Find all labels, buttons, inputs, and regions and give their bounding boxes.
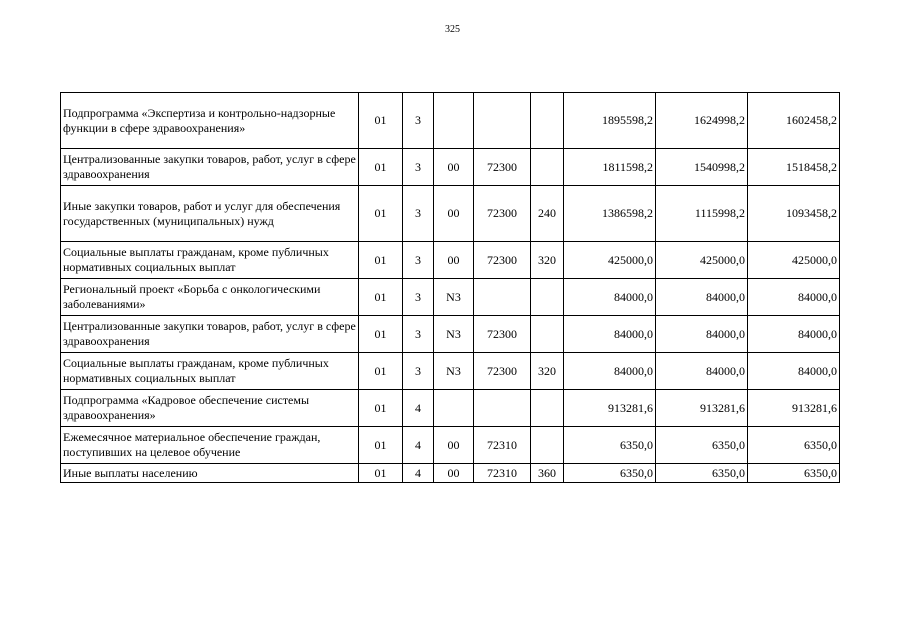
subprogram-code-cell: 3 xyxy=(403,186,434,242)
amount-year3-cell: 6350,0 xyxy=(748,464,840,483)
section-code-cell: 01 xyxy=(359,242,403,279)
row-name-cell: Централизованные закупки товаров, работ, услуг в сфере здравоохранения xyxy=(61,316,359,353)
row-name-cell: Ежемесячное материальное обеспечение граждан, поступивших на целевое обучение xyxy=(61,427,359,464)
amount-year1-cell: 913281,6 xyxy=(564,390,656,427)
table-row xyxy=(61,93,840,149)
subprogram-code-cell: 4 xyxy=(403,464,434,483)
table-row xyxy=(61,390,840,427)
project-code-cell: N3 xyxy=(434,279,474,316)
amount-year3-cell: 913281,6 xyxy=(748,390,840,427)
section-code-cell: 01 xyxy=(359,353,403,390)
amount-year2-cell: 1624998,2 xyxy=(656,93,748,149)
amount-year3-cell: 1518458,2 xyxy=(748,149,840,186)
amount-year1-cell: 84000,0 xyxy=(564,316,656,353)
direction-code-cell xyxy=(474,390,531,427)
project-code-cell: 00 xyxy=(434,149,474,186)
row-name-cell: Иные выплаты населению xyxy=(61,464,359,483)
expense-type-cell: 320 xyxy=(531,242,564,279)
budget-table xyxy=(60,92,840,483)
subprogram-code-cell: 3 xyxy=(403,242,434,279)
amount-year3-cell: 6350,0 xyxy=(748,427,840,464)
expense-type-cell: 240 xyxy=(531,186,564,242)
direction-code-cell: 72300 xyxy=(474,149,531,186)
section-code-cell: 01 xyxy=(359,316,403,353)
subprogram-code-cell: 3 xyxy=(403,316,434,353)
table-row xyxy=(61,316,840,353)
amount-year1-cell: 425000,0 xyxy=(564,242,656,279)
amount-year1-cell: 1895598,2 xyxy=(564,93,656,149)
table-row xyxy=(61,279,840,316)
project-code-cell: 00 xyxy=(434,464,474,483)
amount-year1-cell: 1811598,2 xyxy=(564,149,656,186)
subprogram-code-cell: 3 xyxy=(403,93,434,149)
amount-year2-cell: 84000,0 xyxy=(656,316,748,353)
expense-type-cell xyxy=(531,316,564,353)
table-row xyxy=(61,427,840,464)
expense-type-cell xyxy=(531,427,564,464)
section-code-cell: 01 xyxy=(359,390,403,427)
amount-year1-cell: 84000,0 xyxy=(564,353,656,390)
amount-year3-cell: 1602458,2 xyxy=(748,93,840,149)
section-code-cell: 01 xyxy=(359,464,403,483)
direction-code-cell xyxy=(474,279,531,316)
expense-type-cell xyxy=(531,149,564,186)
table-row xyxy=(61,464,840,483)
project-code-cell xyxy=(434,93,474,149)
amount-year2-cell: 1115998,2 xyxy=(656,186,748,242)
amount-year3-cell: 1093458,2 xyxy=(748,186,840,242)
section-code-cell: 01 xyxy=(359,186,403,242)
row-name-cell: Социальные выплаты гражданам, кроме публичных нормативных социальных выплат xyxy=(61,353,359,390)
table-row xyxy=(61,353,840,390)
direction-code-cell: 72310 xyxy=(474,427,531,464)
subprogram-code-cell: 4 xyxy=(403,427,434,464)
subprogram-code-cell: 3 xyxy=(403,279,434,316)
direction-code-cell: 72300 xyxy=(474,316,531,353)
row-name-cell: Иные закупки товаров, работ и услуг для обеспечения государственных (муниципальных) нужд xyxy=(61,186,359,242)
direction-code-cell xyxy=(474,93,531,149)
project-code-cell: 00 xyxy=(434,186,474,242)
row-name-cell: Социальные выплаты гражданам, кроме публичных нормативных социальных выплат xyxy=(61,242,359,279)
project-code-cell xyxy=(434,390,474,427)
expense-type-cell: 360 xyxy=(531,464,564,483)
section-code-cell: 01 xyxy=(359,93,403,149)
amount-year2-cell: 913281,6 xyxy=(656,390,748,427)
amount-year2-cell: 1540998,2 xyxy=(656,149,748,186)
row-name-cell: Подпрограмма «Экспертиза и контрольно-надзорные функции в сфере здравоохранения» xyxy=(61,93,359,149)
amount-year2-cell: 84000,0 xyxy=(656,279,748,316)
subprogram-code-cell: 3 xyxy=(403,353,434,390)
table-row xyxy=(61,186,840,242)
section-code-cell: 01 xyxy=(359,279,403,316)
direction-code-cell: 72300 xyxy=(474,242,531,279)
amount-year2-cell: 425000,0 xyxy=(656,242,748,279)
row-name-cell: Региональный проект «Борьба с онкологическими заболеваниями» xyxy=(61,279,359,316)
project-code-cell: 00 xyxy=(434,427,474,464)
subprogram-code-cell: 3 xyxy=(403,149,434,186)
project-code-cell: 00 xyxy=(434,242,474,279)
amount-year2-cell: 84000,0 xyxy=(656,353,748,390)
page-number: 325 xyxy=(445,24,460,35)
amount-year3-cell: 84000,0 xyxy=(748,353,840,390)
expense-type-cell xyxy=(531,390,564,427)
row-name-cell: Централизованные закупки товаров, работ, услуг в сфере здравоохранения xyxy=(61,149,359,186)
expense-type-cell: 320 xyxy=(531,353,564,390)
table-row xyxy=(61,149,840,186)
table-row xyxy=(61,242,840,279)
amount-year1-cell: 1386598,2 xyxy=(564,186,656,242)
expense-type-cell xyxy=(531,93,564,149)
amount-year3-cell: 84000,0 xyxy=(748,316,840,353)
amount-year3-cell: 425000,0 xyxy=(748,242,840,279)
amount-year1-cell: 84000,0 xyxy=(564,279,656,316)
row-name-cell: Подпрограмма «Кадровое обеспечение системы здравоохранения» xyxy=(61,390,359,427)
direction-code-cell: 72310 xyxy=(474,464,531,483)
amount-year2-cell: 6350,0 xyxy=(656,427,748,464)
section-code-cell: 01 xyxy=(359,427,403,464)
table-body xyxy=(61,93,840,483)
amount-year3-cell: 84000,0 xyxy=(748,279,840,316)
project-code-cell: N3 xyxy=(434,316,474,353)
subprogram-code-cell: 4 xyxy=(403,390,434,427)
direction-code-cell: 72300 xyxy=(474,186,531,242)
expense-type-cell xyxy=(531,279,564,316)
direction-code-cell: 72300 xyxy=(474,353,531,390)
amount-year1-cell: 6350,0 xyxy=(564,427,656,464)
section-code-cell: 01 xyxy=(359,149,403,186)
project-code-cell: N3 xyxy=(434,353,474,390)
amount-year2-cell: 6350,0 xyxy=(656,464,748,483)
amount-year1-cell: 6350,0 xyxy=(564,464,656,483)
